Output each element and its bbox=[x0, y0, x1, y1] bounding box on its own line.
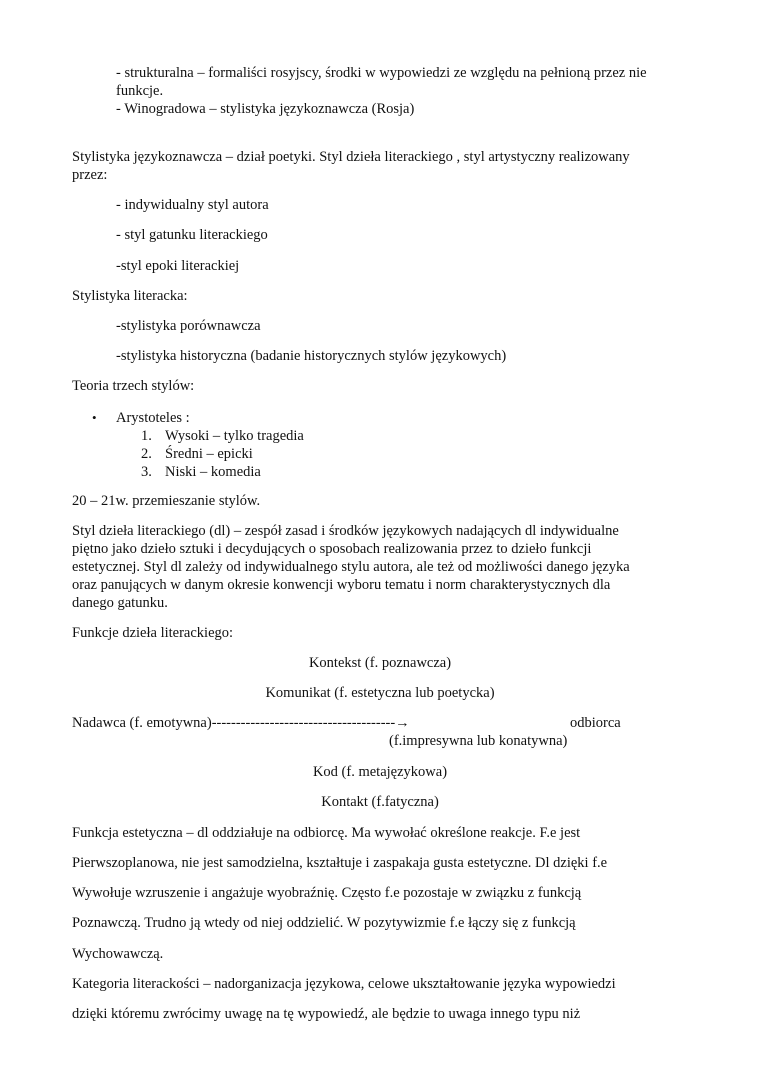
text-line: Funkcja estetyczna – dl oddziałuje na odbiorcę. Ma wywołać określone reakcje. F.e jest bbox=[72, 825, 581, 841]
item-text: Średni – epicki bbox=[165, 446, 253, 462]
item-text: Wysoki – tylko tragedia bbox=[165, 428, 304, 444]
diagram-odbiorca: odbiorca bbox=[570, 715, 621, 731]
text-line: Wywołuje wzruszenie i angażuje wyobraźnię. Często f.e pozostaje w związku z funkcją bbox=[72, 885, 582, 901]
diagram-nadawca: Nadawca (f. emotywna)--------------------------------------→ bbox=[72, 715, 410, 731]
diagram-odbiorca-function: (f.impresywna lub konatywna) bbox=[389, 733, 568, 749]
list-item: -styl epoki literackiej bbox=[116, 258, 240, 274]
text-line: Kategoria literackości – nadorganizacja językowa, celowe ukształtowanie języka wypowiedzi bbox=[72, 976, 616, 992]
text-line: - Winogradowa – stylistyka językoznawcza (Rosja) bbox=[116, 101, 415, 117]
section-heading: Stylistyka literacka: bbox=[72, 288, 188, 304]
item-number: 3. bbox=[141, 464, 152, 480]
text-line: piętno jako dzieło sztuki i decydujących o sposobach realizowania przez to dzieło funkcji bbox=[72, 541, 592, 557]
text-line: Stylistyka językoznawcza – dział poetyki. Styl dzieła literackiego , styl artystyczny realizowany bbox=[72, 149, 630, 165]
list-item: -stylistyka porównawcza bbox=[116, 318, 261, 334]
text-line: estetycznej. Styl dl zależy od indywidualnego stylu autora, ale też od możliwości danego języka bbox=[72, 559, 630, 575]
bullet-icon: • bbox=[92, 410, 97, 425]
text-line: dzięki któremu zwrócimy uwagę na tę wypowiedź, ale będzie to uwaga innego typu niż bbox=[72, 1006, 581, 1022]
text-line: Styl dzieła literackiego (dl) – zespół zasad i środków językowych nadających dl indywidualne bbox=[72, 523, 619, 539]
section-heading: Teoria trzech stylów: bbox=[72, 378, 195, 394]
diagram-kod: Kod (f. metajęzykowa) bbox=[312, 764, 448, 780]
list-item: - styl gatunku literackiego bbox=[116, 227, 268, 243]
text-line: Poznawczą. Trudno ją wtedy od niej oddzielić. W pozytywizmie f.e łączy się z funkcją bbox=[72, 915, 576, 931]
item-number: 2. bbox=[141, 446, 152, 462]
numbered-item bbox=[141, 427, 304, 445]
numbered-item bbox=[141, 445, 253, 463]
item-text: Niski – komedia bbox=[165, 464, 261, 480]
diagram-kontakt: Kontakt (f.fatyczna) bbox=[321, 794, 439, 810]
section-heading: Funkcje dzieła literackiego: bbox=[72, 625, 234, 641]
text-line: danego gatunku. bbox=[72, 595, 168, 611]
text-line: 20 – 21w. przemieszanie stylów. bbox=[72, 493, 261, 509]
diagram-kontekst: Kontekst (f. poznawcza) bbox=[308, 655, 452, 671]
text-line: przez: bbox=[72, 167, 108, 183]
text-line: funkcje. bbox=[116, 83, 164, 99]
diagram-komunikat: Komunikat (f. estetyczna lub poetycka) bbox=[265, 685, 495, 701]
numbered-item bbox=[141, 463, 261, 481]
text-line: Pierwszoplanowa, nie jest samodzielna, kształtuje i zaspakaja gusta estetyczne. Dl dzięki f.e bbox=[72, 855, 608, 871]
list-item: Arystoteles : bbox=[116, 410, 190, 426]
list-item: - indywidualny styl autora bbox=[116, 197, 269, 213]
text-line: oraz panujących w danym okresie konwencji wyboru tematu i norm charakterystycznych dla bbox=[72, 577, 611, 593]
text-line: - strukturalna – formaliści rosyjscy, środki w wypowiedzi ze względu na pełnioną przez nie bbox=[116, 65, 647, 81]
item-number: 1. bbox=[141, 428, 152, 444]
text-line: Wychowawczą. bbox=[72, 946, 164, 962]
list-item: -stylistyka historyczna (badanie historycznych stylów językowych) bbox=[116, 348, 507, 364]
